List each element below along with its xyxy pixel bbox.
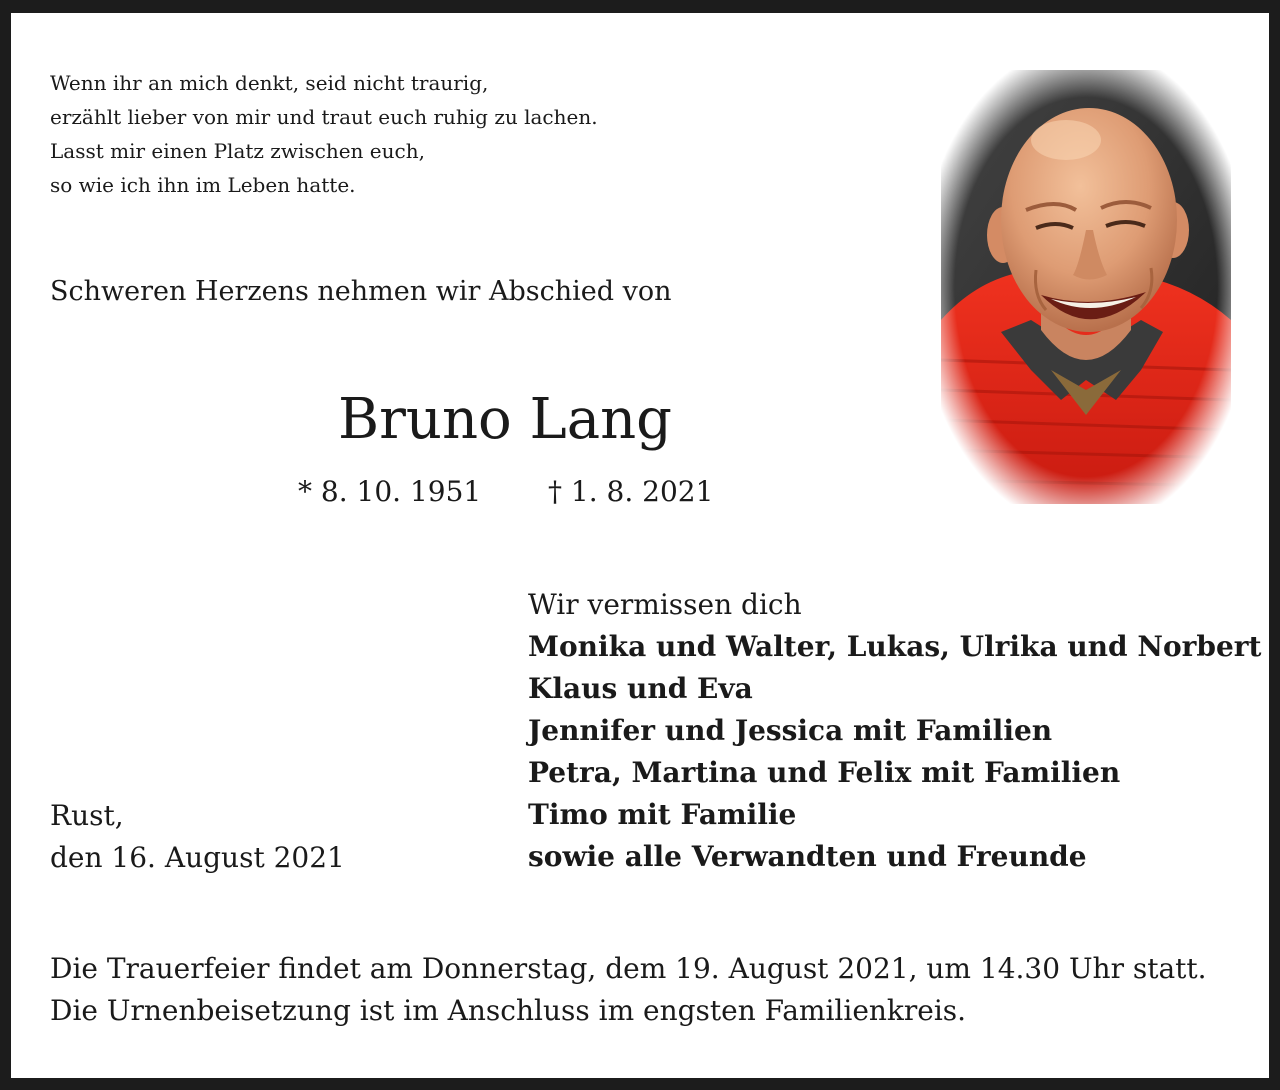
deceased-name: Bruno Lang <box>337 387 673 452</box>
funeral-line: Die Urnenbeisetzung ist im Anschluss im engsten Familienkreis. <box>50 994 967 1027</box>
signer-line: Monika und Walter, Lukas, Ulrika und Norbert <box>528 630 1262 663</box>
poem-line: Lasst mir einen Platz zwischen euch, <box>50 139 425 163</box>
funeral-line: Die Trauerfeier findet am Donnerstag, dem 19. August 2021, um 14.30 Uhr statt. <box>50 952 1207 985</box>
place-date: den 16. August 2021 <box>50 841 345 874</box>
signers <box>528 584 1261 878</box>
birth-date: * 8. 10. 1951 <box>298 475 482 508</box>
signer-line: Klaus und Eva <box>528 672 753 705</box>
signers-lead: Wir vermissen dich <box>528 588 802 621</box>
place-and-date <box>50 795 345 879</box>
signer-line: Timo mit Familie <box>528 798 797 831</box>
death-date: † 1. 8. 2021 <box>548 475 714 508</box>
funeral-info <box>50 948 1207 1032</box>
signer-line: Petra, Martina und Felix mit Familien <box>528 756 1121 789</box>
farewell-intro: Schweren Herzens nehmen wir Abschied von <box>50 276 672 307</box>
poem <box>50 66 598 202</box>
place-city: Rust, <box>50 799 124 832</box>
signer-line: Jennifer und Jessica mit Familien <box>528 714 1053 747</box>
portrait-photo <box>941 70 1231 504</box>
poem-line: so wie ich ihn im Leben hatte. <box>50 173 356 197</box>
poem-line: Wenn ihr an mich denkt, seid nicht traurig, <box>50 71 489 95</box>
signer-line: sowie alle Verwandten und Freunde <box>528 840 1087 873</box>
poem-line: erzählt lieber von mir und traut euch ruhig zu lachen. <box>50 105 598 129</box>
